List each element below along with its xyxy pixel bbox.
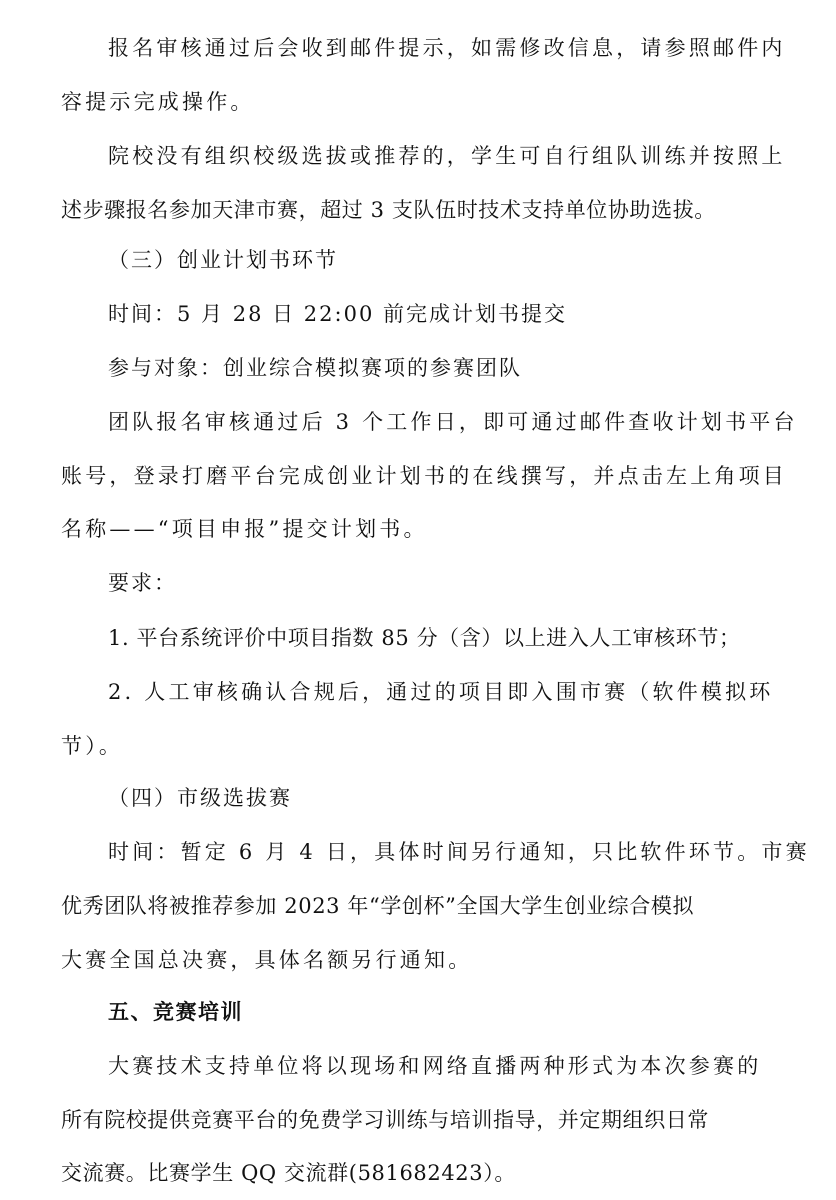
paragraph-line: 名称——“项目申报”提交计划书。 xyxy=(61,517,428,541)
section-heading: （三）创业计划书环节 xyxy=(108,248,338,272)
paragraph-line: 容提示完成操作。 xyxy=(61,90,255,114)
section-heading: （四）市级选拔赛 xyxy=(108,786,292,810)
paragraph-line: 优秀团队将被推荐参加 2023 年“学创杯”全国大学生创业综合模拟 xyxy=(61,894,695,918)
paragraph-line: 账号，登录打磨平台完成创业计划书的在线撰写，并点击左上角项目 xyxy=(61,464,787,488)
paragraph-line: 报名审核通过后会收到邮件提示，如需修改信息，请参照邮件内 xyxy=(108,36,786,60)
list-item: 1. 平台系统评价中项目指数 85 分（含）以上进入人工审核环节； xyxy=(108,626,741,650)
paragraph-line: 要求： xyxy=(108,571,177,595)
list-item: 节）。 xyxy=(61,734,124,758)
paragraph-line: 大赛全国总决赛，具体名额另行通知。 xyxy=(61,948,473,972)
paragraph-line: 时间：暂定 6 月 4 日，具体时间另行通知，只比软件环节。市赛 xyxy=(108,840,810,864)
section-heading: 五、竞赛培训 xyxy=(108,1000,243,1024)
paragraph-line: 参与对象：创业综合模拟赛项的参赛团队 xyxy=(108,356,522,380)
paragraph-line: 交流赛。比赛学生 QQ 交流群(581682423）。 xyxy=(61,1161,516,1185)
paragraph-line: 团队报名审核通过后 3 个工作日，即可通过邮件查收计划书平台 xyxy=(108,410,798,434)
paragraph-line: 大赛技术支持单位将以现场和网络直播两种形式为本次参赛的 xyxy=(108,1054,762,1078)
paragraph-line: 时间：5 月 28 日 22:00 前完成计划书提交 xyxy=(108,302,567,326)
paragraph-line: 述步骤报名参加天津市赛，超过 3 支队伍时技术支持单位协助选拔。 xyxy=(61,198,716,222)
list-item: 2. 人工审核确认合规后，通过的项目即入围市赛（软件模拟环 xyxy=(108,680,774,704)
paragraph-line: 所有院校提供竞赛平台的免费学习训练与培训指导，并定期组织日常 xyxy=(61,1108,709,1132)
paragraph-line: 院校没有组织校级选拔或推荐的，学生可自行组队训练并按照上 xyxy=(108,144,786,168)
